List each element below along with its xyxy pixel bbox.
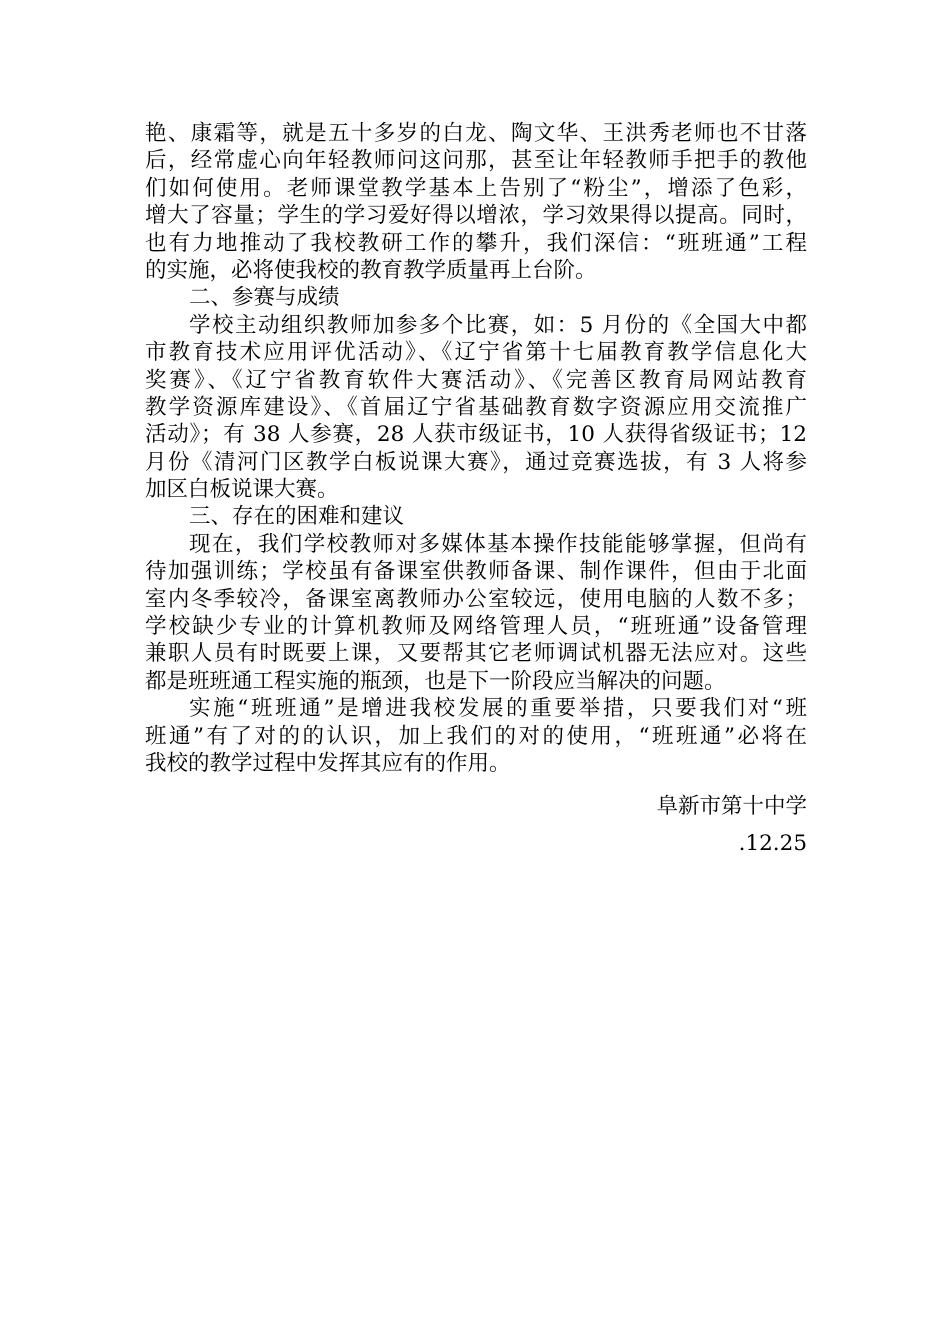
- text-line: 月份《清河门区教学白板说课大赛》，通过竞赛选拔，有 3 人将参: [145, 449, 807, 475]
- text-line: 学校主动组织教师加参多个比赛，如：5 月份的《全国大中都: [189, 312, 807, 338]
- text-line: 市教育技术应用评优活动》、《辽宁省第十七届教育教学信息化大: [145, 340, 807, 366]
- text-line: 活动》；有 38 人参赛，28 人获市级证书，10 人获得省级证书；12: [145, 422, 807, 448]
- text-line: 都是班班通工程实施的瓶颈，也是下一阶段应当解决的问题。: [145, 668, 726, 694]
- text-line: 班通”有了对的的认识，加上我们的对的使用，“班班通”必将在: [145, 723, 807, 749]
- text-line: 室内冬季较冷，备课室离教师办公室较远，使用电脑的人数不多；: [145, 586, 807, 612]
- signature-date: .12.25: [738, 831, 807, 856]
- text-line: 实施“班班通”是增进我校发展的重要举措，只要我们对“班: [189, 696, 807, 722]
- text-line: 兼职人员有时既要上课，又要帮其它老师调试机器无法应对。这些: [145, 641, 807, 667]
- text-line: 的实施，必将使我校的教育教学质量再上台阶。: [145, 257, 597, 283]
- text-line: 加区白板说课大赛。: [145, 477, 339, 503]
- body-text: [145, 120, 807, 777]
- text-line: 们如何使用。老师课堂教学基本上告别了“粉尘”，增添了色彩，: [145, 175, 807, 201]
- text-line: 教学资源库建设》、《首届辽宁省基础教育数字资源应用交流推广: [145, 394, 807, 420]
- signature-organization: 阜新市第十中学: [656, 794, 807, 819]
- text-line: 待加强训练；学校虽有备课室供教师备课、制作课件，但由于北面: [145, 559, 807, 585]
- text-line: 增大了容量；学生的学习爱好得以增浓，学习效果得以提高。同时，: [145, 203, 807, 229]
- text-line: 艳、康霜等，就是五十多岁的白龙、陶文华、王洪秀老师也不甘落: [145, 121, 807, 146]
- text-line: 也有力地推动了我校教研工作的攀升，我们深信：“班班通”工程: [145, 230, 807, 256]
- text-line: 学校缺少专业的计算机教师及网络管理人员，“班班通”设备管理: [145, 614, 807, 640]
- text-line: 我校的教学过程中发挥其应有的作用。: [145, 750, 511, 776]
- text-line: 后，经常虚心向年轻教师问这问那，甚至让年轻教师手把手的教他: [145, 148, 807, 174]
- text-line: 现在，我们学校教师对多媒体基本操作技能能够掌握，但尚有: [189, 531, 807, 557]
- text-line: 三、存在的困难和建议: [189, 504, 405, 530]
- text-line: 奖赛》、《辽宁省教育软件大赛活动》、《完善区教育局网站教育: [145, 367, 807, 393]
- text-line: 二、参赛与成绩: [189, 285, 340, 311]
